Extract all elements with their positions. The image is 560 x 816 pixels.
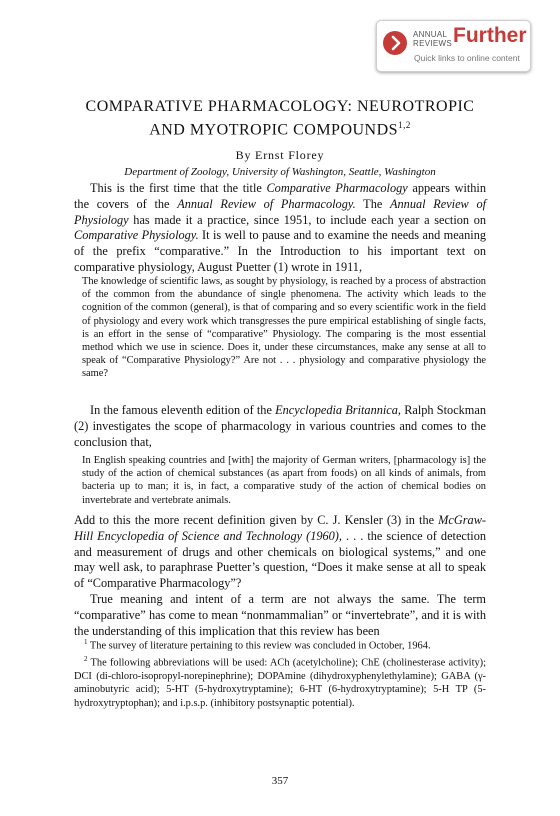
text-run: . . . the science of detection and measurement of drugs and other chemicals on biological systems,” and one may well ask, to paraphrase Puetter’s question, “Does it make sense at all to speak of “Comparative Pharmacology”? [74,528,487,591]
footnote-text: The survey of literature pertaining to this review was concluded in October, 1964. [87,640,431,652]
paragraph-1 [74,181,486,276]
footnotes [74,636,486,710]
footnote-1 [74,636,486,653]
text-run: Add to this the more recent definition given by C. J. Kensler (3) in the [74,513,439,527]
page-number: 357 [271,775,289,787]
title-line-1: COMPARATIVE PHARMACOLOGY: NEUROTROPIC [85,98,475,115]
further-tagline: Quick links to online content [414,53,520,63]
title-line-2: AND MYOTROPIC COMPOUNDS [149,121,399,139]
title-footnote-refs: 1,2 [398,120,411,130]
paragraph-3 [74,513,486,639]
text-run-italic: Annual Review of Physiology [74,196,487,227]
block-quote-stockman: In English speaking countries and [with] the majority of German writers, [pharmacology is] the study of the action of chemical substances (as apart from foods) on all kinds of animals, from bacteria up to man; it is, in fact, a comparative study of the action of chemical bodies on invertebrate and vertebrate animals. [82,455,486,506]
footnote-mark: 1 [84,638,88,646]
block-quote-puetter: The knowledge of scientific laws, as sought by physiology, is reached by a process of abstraction of the common from the abundance of single phenomena. The activity which leads to the cognition of the common (general), is that of comparing and so every scientific work in the field of physiology and every work which transgresses the pure empirical establishing of single facts, is an effort in the sense of “comparative” Physiology. The comparing is the most essential method which we use in science. Does it, under these circumstances, make any sense at all to speak of “Comparative Physiology?” Are not . . . physiology and comparative physiology the same? [82,276,486,380]
article-title [60,97,500,139]
footnote-2 [74,653,486,710]
text-run: appears within the covers of the [74,181,486,211]
further-arrow-icon [383,31,407,55]
text-run: has made it a practice, since 1951, to include each year a section on [128,212,486,227]
author-byline: By Ernst Florey [235,148,325,162]
annual-reviews-label: ANNUAL REVIEWS [413,30,452,48]
footnote-text: The following abbreviations will be used: ACh (acetylcholine); ChE (cholinesterase activity); DCI (di-chloro-isopropyl-norepinephrine); DOPAmine (dihydroxyphenylethylamine); GABA (γ-aminobutyric acid); 5-HT (5-hydroxytryptamine); 6-HT (6-hydroxytryptamine); 5-H TP (5-hydroxytryptophan); and i.p.s.p. (inhibitory postsynaptic potential). [74,657,486,709]
text-run-italic: Comparative Physiology. [74,228,199,243]
further-brand: Further [453,24,527,47]
text-run-italic: Encyclopedia Britannica, [275,403,401,417]
footnote-mark: 2 [84,654,88,663]
text-run: Ralph Stockman (2) investigates the scope of pharmacology in various countries and comes to the conclusion that, [74,403,486,449]
text-run: In the famous eleventh edition of the [90,403,276,417]
text-run: It is well to pause and to examine the needs and meaning of the prefix “comparative.” In the Introduction to his important text on comparative physiology, August Puetter (1) wrote in 1911, [74,228,486,274]
text-run: This is the first time that the title [90,181,267,195]
text-run: The [355,196,391,211]
further-badge[interactable] [376,20,531,72]
author-affiliation: Department of Zoology, University of Washington, Seattle, Washington [124,166,436,178]
text-run-italic: McGraw-Hill Encyclopedia of Science and Technology (1960), [74,513,486,543]
annual-reviews-logo-text [413,30,452,48]
text-run-italic: Annual Review of Pharmacology. [177,196,356,211]
paragraph-2 [74,403,486,450]
text-run-italic: Comparative Pharmacology [266,181,408,195]
paragraph-4: True meaning and intent of a term are not always the same. The term “comparative” has come to mean “nonmammalian” or “invertebrate”, and it is with the understanding of this implication that this review has been [74,591,486,638]
